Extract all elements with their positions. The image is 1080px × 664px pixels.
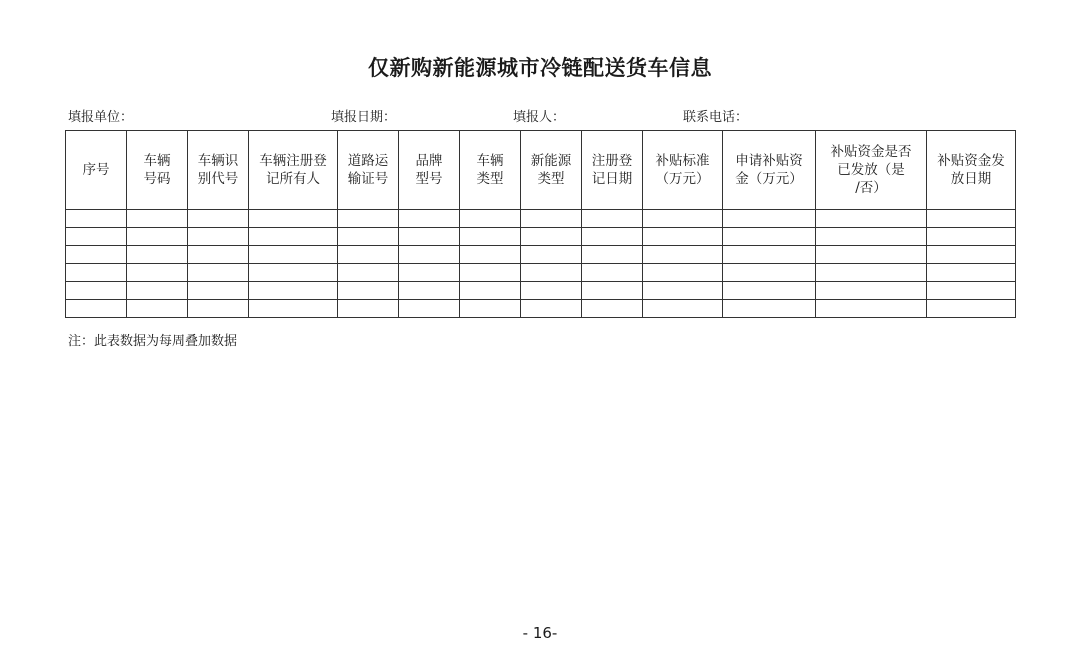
table-cell[interactable] xyxy=(66,264,127,282)
table-cell[interactable] xyxy=(399,282,460,300)
table-cell[interactable] xyxy=(643,264,723,282)
table-cell[interactable] xyxy=(460,300,521,318)
table-cell[interactable] xyxy=(643,246,723,264)
table-cell[interactable] xyxy=(66,300,127,318)
table-cell[interactable] xyxy=(582,282,643,300)
col-header-vin: 车辆识 别代号 xyxy=(188,131,249,210)
table-cell[interactable] xyxy=(460,246,521,264)
table-cell[interactable] xyxy=(338,282,399,300)
table-row xyxy=(66,246,1016,264)
table-cell[interactable] xyxy=(188,246,249,264)
table-cell[interactable] xyxy=(521,282,582,300)
table-cell[interactable] xyxy=(399,300,460,318)
table-cell[interactable] xyxy=(399,210,460,228)
table-cell[interactable] xyxy=(188,264,249,282)
table-cell[interactable] xyxy=(582,300,643,318)
table-header-row xyxy=(66,131,1016,210)
table-cell[interactable] xyxy=(723,228,816,246)
document-title: 仅新购新能源城市冷链配送货车信息 xyxy=(368,55,712,80)
table-cell[interactable] xyxy=(582,264,643,282)
table-cell[interactable] xyxy=(66,282,127,300)
table-cell[interactable] xyxy=(521,246,582,264)
table-cell[interactable] xyxy=(460,228,521,246)
table-cell[interactable] xyxy=(127,228,188,246)
table-cell[interactable] xyxy=(816,282,927,300)
table-cell[interactable] xyxy=(399,246,460,264)
table-cell[interactable] xyxy=(188,210,249,228)
col-header-issue-date: 补贴资金发 放日期 xyxy=(927,131,1016,210)
table-cell[interactable] xyxy=(927,282,1016,300)
col-header-brand-model: 品牌 型号 xyxy=(399,131,460,210)
col-header-energy-type: 新能源 类型 xyxy=(521,131,582,210)
table-row xyxy=(66,264,1016,282)
table-cell[interactable] xyxy=(816,246,927,264)
table-cell[interactable] xyxy=(127,300,188,318)
label-reporter: 填报人： xyxy=(513,110,566,125)
col-header-subsidy-requested: 申请补贴资 金（万元） xyxy=(723,131,816,210)
table-cell[interactable] xyxy=(249,282,338,300)
table-cell[interactable] xyxy=(927,300,1016,318)
vehicle-info-table xyxy=(65,130,1016,318)
table-row xyxy=(66,210,1016,228)
table-cell[interactable] xyxy=(643,282,723,300)
table-cell[interactable] xyxy=(816,228,927,246)
label-reporting-unit: 填报单位： xyxy=(68,110,134,125)
table-cell[interactable] xyxy=(460,264,521,282)
table-cell[interactable] xyxy=(127,246,188,264)
table-cell[interactable] xyxy=(816,210,927,228)
table-cell[interactable] xyxy=(521,210,582,228)
table-cell[interactable] xyxy=(127,282,188,300)
table-cell[interactable] xyxy=(643,210,723,228)
table-cell[interactable] xyxy=(399,264,460,282)
table-cell[interactable] xyxy=(927,246,1016,264)
table-cell[interactable] xyxy=(521,264,582,282)
table-cell[interactable] xyxy=(249,300,338,318)
table-cell[interactable] xyxy=(399,228,460,246)
page-number: - 16- xyxy=(522,624,558,642)
table-cell[interactable] xyxy=(927,264,1016,282)
table-cell[interactable] xyxy=(127,264,188,282)
table-cell[interactable] xyxy=(460,282,521,300)
table-cell[interactable] xyxy=(338,300,399,318)
label-contact-phone: 联系电话： xyxy=(683,110,749,125)
col-header-vehicle-type: 车辆 类型 xyxy=(460,131,521,210)
table-cell[interactable] xyxy=(723,210,816,228)
table-cell[interactable] xyxy=(582,228,643,246)
col-header-serial-number: 序号 xyxy=(66,131,127,210)
table-row xyxy=(66,300,1016,318)
table-cell[interactable] xyxy=(66,210,127,228)
table-cell[interactable] xyxy=(582,246,643,264)
table-cell[interactable] xyxy=(816,264,927,282)
table-row xyxy=(66,282,1016,300)
table-cell[interactable] xyxy=(249,264,338,282)
table-cell[interactable] xyxy=(927,228,1016,246)
table-cell[interactable] xyxy=(249,246,338,264)
table-cell[interactable] xyxy=(927,210,1016,228)
table-cell[interactable] xyxy=(249,210,338,228)
table-cell[interactable] xyxy=(66,228,127,246)
table-cell[interactable] xyxy=(338,228,399,246)
table-cell[interactable] xyxy=(249,228,338,246)
label-reporting-date: 填报日期： xyxy=(331,110,397,125)
table-cell[interactable] xyxy=(66,246,127,264)
table-note: 注：此表数据为每周叠加数据 xyxy=(68,334,238,349)
col-header-subsidy-standard: 补贴标准 （万元） xyxy=(643,131,723,210)
col-header-plate-number: 车辆 号码 xyxy=(127,131,188,210)
col-header-subsidy-issued: 补贴资金是否 已发放（是 /否） xyxy=(816,131,927,210)
table-cell[interactable] xyxy=(643,228,723,246)
table-row xyxy=(66,228,1016,246)
col-header-registration-date: 注册登 记日期 xyxy=(582,131,643,210)
col-header-registered-owner: 车辆注册登 记所有人 xyxy=(249,131,338,210)
table-cell[interactable] xyxy=(338,210,399,228)
col-header-transport-permit: 道路运 输证号 xyxy=(338,131,399,210)
table-cell[interactable] xyxy=(188,282,249,300)
table-cell[interactable] xyxy=(188,300,249,318)
table-cell[interactable] xyxy=(643,300,723,318)
table-cell[interactable] xyxy=(521,228,582,246)
table-cell[interactable] xyxy=(127,210,188,228)
table-cell[interactable] xyxy=(723,246,816,264)
table-cell[interactable] xyxy=(723,282,816,300)
table-cell[interactable] xyxy=(521,300,582,318)
table-cell[interactable] xyxy=(188,228,249,246)
table-cell[interactable] xyxy=(338,264,399,282)
table-cell[interactable] xyxy=(723,300,816,318)
table-cell[interactable] xyxy=(723,264,816,282)
table-cell[interactable] xyxy=(460,210,521,228)
table-cell[interactable] xyxy=(582,210,643,228)
table-cell[interactable] xyxy=(816,300,927,318)
table-cell[interactable] xyxy=(338,246,399,264)
